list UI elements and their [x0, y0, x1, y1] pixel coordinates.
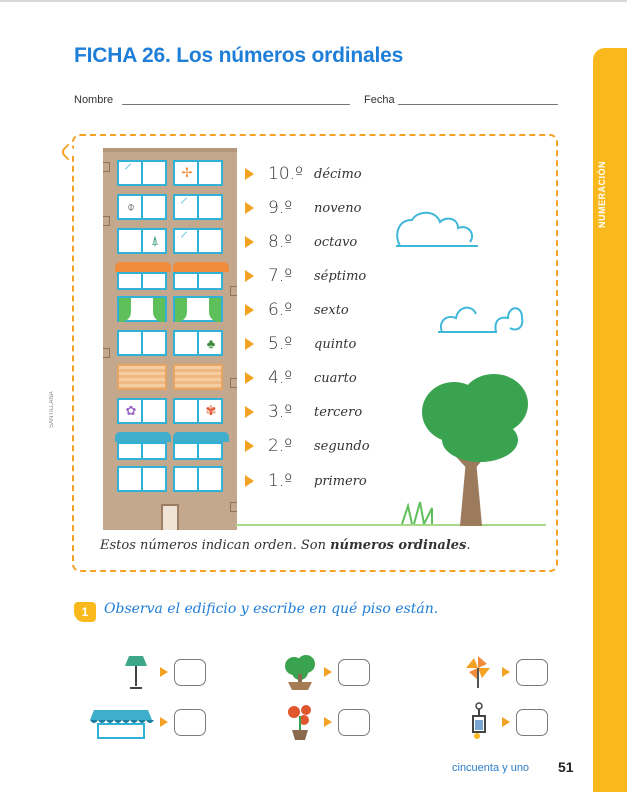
arrow-icon	[502, 667, 510, 677]
ordinal-row	[245, 402, 362, 422]
arrow-icon	[245, 440, 254, 452]
plant-icon: ♣	[206, 335, 216, 351]
window-floor-6-left	[117, 296, 167, 322]
ordinal-word: décimo	[314, 166, 362, 182]
caption-suffix: .	[466, 538, 471, 553]
hanging-lamp-icon	[460, 702, 496, 742]
ordinal-word: séptimo	[314, 268, 367, 284]
answer-box[interactable]	[516, 709, 548, 736]
arrow-icon	[245, 372, 254, 384]
page-number: 51	[558, 759, 574, 775]
ordinal-row	[245, 436, 370, 456]
publisher-mark: SANTILLANA	[49, 391, 55, 428]
pinwheel-icon	[460, 652, 496, 692]
ordinal-row	[245, 232, 357, 252]
exercise-item	[282, 702, 370, 742]
ordinal-row	[245, 368, 357, 388]
window-floor-7-right	[173, 272, 223, 290]
hanging-lamp-icon: ⌽	[127, 199, 135, 214]
ordinal-word: primero	[314, 473, 367, 489]
caption-bold: números ordinales	[330, 538, 467, 553]
ordinal-word: segundo	[314, 438, 370, 454]
window-floor-3-left	[117, 398, 167, 424]
arrow-icon	[245, 168, 254, 180]
section-tab-label: NUMERACIÓN	[597, 161, 607, 228]
window-floor-2-right	[173, 442, 223, 460]
window-floor-2-left	[117, 442, 167, 460]
arrow-icon	[245, 202, 254, 214]
arrow-icon	[245, 338, 254, 350]
window-floor-4-left	[117, 364, 167, 390]
window-floor-4-right	[173, 364, 223, 390]
awning-icon	[88, 702, 154, 742]
ordinal-number: 3.º	[268, 402, 293, 422]
awning-floor-7-left	[115, 262, 171, 272]
flower-pot-icon: ✾	[205, 403, 217, 418]
building-door	[161, 504, 179, 530]
ordinal-number: 1.º	[268, 471, 293, 491]
exercise-item	[282, 652, 370, 692]
brick-detail	[230, 286, 237, 296]
purple-flower-icon: ✿	[125, 403, 137, 418]
lamp-icon: ⍋	[151, 233, 159, 248]
page-title: FICHA 26. Los números ordinales	[74, 44, 404, 67]
arrow-icon	[324, 717, 332, 727]
exercise-instruction: Observa el edificio y escribe en qué piso están.	[104, 601, 439, 617]
ordinal-word: cuarto	[314, 370, 357, 386]
ordinal-row	[245, 164, 362, 184]
awning-floor-2-left	[115, 432, 171, 442]
window-floor-8-left	[117, 228, 167, 254]
ordinal-row	[245, 471, 367, 491]
brick-detail	[230, 502, 237, 512]
grass-icon	[398, 500, 438, 526]
arrow-icon	[502, 717, 510, 727]
ordinal-word: sexto	[314, 302, 349, 318]
window-floor-5-right	[173, 330, 223, 356]
pinwheel-icon: ✢	[181, 165, 193, 180]
ordinal-number: 9.º	[268, 198, 293, 218]
brick-detail	[103, 348, 110, 358]
answer-box[interactable]	[338, 659, 370, 686]
arrow-icon	[160, 717, 168, 727]
window-floor-6-right	[173, 296, 223, 322]
page-number-words: cincuenta y uno	[452, 762, 530, 774]
window-floor-8-right	[173, 228, 223, 254]
arrow-icon	[245, 475, 254, 487]
window-floor-9-left	[117, 194, 167, 220]
lamp-icon	[118, 652, 154, 692]
section-tab	[593, 48, 627, 792]
cloud-icon	[392, 206, 482, 252]
ordinal-number: 2.º	[268, 436, 293, 456]
window-floor-10-right	[173, 160, 223, 186]
window-floor-5-left	[117, 330, 167, 356]
caption	[100, 538, 471, 553]
ordinal-word: octavo	[314, 234, 358, 250]
ordinal-row	[245, 300, 349, 320]
exercise-item	[460, 652, 548, 692]
date-field[interactable]	[398, 104, 558, 105]
plant-icon	[282, 652, 318, 692]
awning-floor-7-right	[173, 262, 229, 272]
apartment-building	[103, 148, 237, 530]
flower-pot-icon	[282, 702, 318, 742]
brick-detail	[103, 216, 110, 226]
ordinal-number: 4.º	[268, 368, 293, 388]
roofline	[103, 148, 237, 152]
answer-box[interactable]	[338, 709, 370, 736]
top-border	[0, 0, 627, 2]
name-label: Nombre	[74, 94, 114, 106]
window-floor-1-left	[117, 466, 167, 492]
ordinal-word: quinto	[314, 336, 357, 352]
ordinal-number: 6.º	[268, 300, 293, 320]
exercise-item	[88, 702, 206, 742]
arrow-icon	[245, 236, 254, 248]
arrow-icon	[245, 406, 254, 418]
brick-detail	[230, 378, 237, 388]
ordinal-row	[245, 266, 366, 286]
exercise-item	[118, 652, 206, 692]
window-floor-1-right	[173, 466, 223, 492]
date-label: Fecha	[364, 94, 395, 106]
brick-detail	[103, 162, 110, 172]
window-floor-3-right	[173, 398, 223, 424]
ordinal-number: 7.º	[268, 266, 293, 286]
ordinal-word: noveno	[314, 200, 362, 216]
exercise-number-badge: 1	[74, 602, 96, 622]
arrow-icon	[160, 667, 168, 677]
answer-box[interactable]	[516, 659, 548, 686]
window-floor-7-left	[117, 272, 167, 290]
ordinal-number: 8.º	[268, 232, 293, 252]
window-floor-9-right	[173, 194, 223, 220]
arrow-icon	[324, 667, 332, 677]
ordinal-word: tercero	[314, 404, 363, 420]
arrow-icon	[245, 270, 254, 282]
ordinal-row	[245, 334, 356, 354]
exercise-item	[460, 702, 548, 742]
caption-prefix: Estos números indican orden. Son	[100, 538, 331, 553]
name-field[interactable]	[122, 104, 350, 105]
ordinal-number: 10.º	[268, 164, 304, 184]
answer-box[interactable]	[174, 659, 206, 686]
ordinal-row	[245, 198, 361, 218]
ordinal-number: 5.º	[268, 334, 293, 354]
awning-floor-2-right	[173, 432, 229, 442]
cloud-icon	[436, 288, 526, 338]
arrow-icon	[245, 304, 254, 316]
answer-box[interactable]	[174, 709, 206, 736]
window-floor-10-left	[117, 160, 167, 186]
